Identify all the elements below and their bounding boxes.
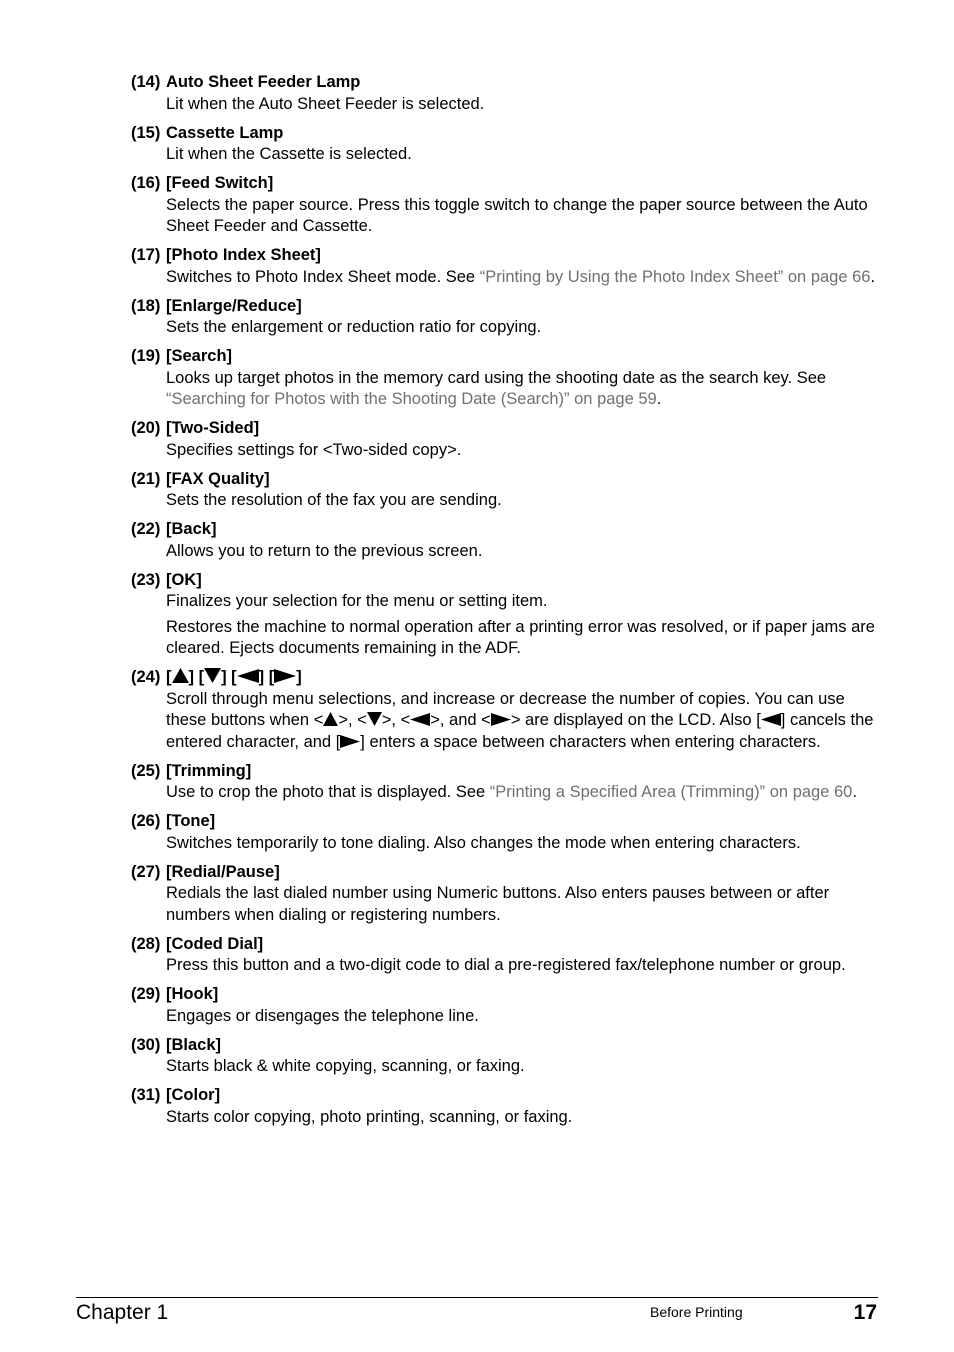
triangle-up-icon — [172, 668, 189, 683]
triangle-right-icon — [274, 669, 296, 683]
cross-reference-link[interactable]: “Printing a Specified Area (Trimming)” on page 60 — [489, 783, 853, 801]
triangle-down-icon — [204, 668, 221, 683]
description-text: Switches to Photo Index Sheet mode. See — [166, 267, 480, 286]
item-23 — [131, 570, 876, 660]
item-30 — [131, 1035, 876, 1078]
triangle-down-icon — [367, 712, 382, 726]
item-heading — [131, 173, 876, 195]
item-heading — [131, 934, 876, 956]
triangle-left-icon — [410, 713, 430, 726]
description-text: enters a space between characters when entering characters. — [364, 732, 821, 751]
item-number: (16) — [131, 174, 161, 192]
item-description: Redials the last dialed number using Numeric buttons. Also enters pauses between or after numbers when dialing or registering numbers. — [166, 884, 830, 924]
item-18 — [131, 296, 876, 339]
page-number: 17 — [853, 1301, 877, 1324]
item-title: [FAX Quality] — [166, 469, 270, 488]
item-15 — [131, 123, 876, 166]
item-description: Finalizes your selection for the menu or setting item. — [166, 592, 548, 610]
item-title: Auto Sheet Feeder Lamp — [166, 73, 361, 91]
item-description: Press this button and a two-digit code to dial a pre-registered fax/telephone number or group. — [166, 956, 846, 974]
item-number: (22) — [131, 520, 161, 538]
item-title: [OK] — [166, 570, 202, 589]
item-heading: (24) [ ] [ ] [ ] [ ] — [131, 667, 876, 689]
item-number: (26) — [131, 812, 161, 830]
item-description: Scroll through menu selections, and increase or decrease the number of copies. You can use these buttons when < >, < >, < >, and < > are displayed on the LCD. Also [ ] cancels the entered character, and [ ] enters a space between characters when entering characters. — [166, 689, 874, 751]
triangle-left-icon — [237, 669, 259, 683]
item-title: [Enlarge/Reduce] — [166, 296, 302, 315]
item-heading — [131, 245, 876, 267]
description-text: are displayed on the LCD. Also — [520, 711, 757, 729]
triangle-right-icon — [340, 735, 360, 748]
item-title: [Redial/Pause] — [166, 862, 280, 881]
item-number: (25) — [131, 761, 161, 780]
description-text: Use to crop the photo that is displayed. See — [166, 783, 490, 801]
item-heading — [131, 811, 876, 833]
description-text: . — [852, 783, 857, 801]
footer-divider — [76, 1297, 878, 1298]
item-31 — [131, 1085, 876, 1128]
item-heading — [131, 296, 876, 318]
item-25 — [131, 761, 876, 804]
item-heading — [131, 570, 876, 592]
item-description: Specifies settings for <Two-sided copy>. — [166, 440, 462, 459]
description-text: Looks up target photos in the memory card using the shooting date as the search key. See — [166, 368, 827, 387]
triangle-up-icon — [323, 712, 338, 726]
item-number: (17) — [131, 246, 161, 264]
item-title: [Photo Index Sheet] — [166, 246, 321, 264]
item-number: (23) — [131, 570, 161, 589]
footer-section-title: Before Printing — [650, 1304, 743, 1320]
item-description: Allows you to return to the previous screen. — [166, 541, 483, 560]
item-number: (19) — [131, 347, 161, 365]
item-title: [Search] — [166, 347, 233, 365]
item-heading — [131, 1085, 876, 1107]
description-text: , and — [439, 711, 482, 729]
item-description — [166, 267, 876, 289]
item-description: Switches temporarily to tone dialing. Also changes the mode when entering characters. — [166, 833, 801, 852]
item-22 — [131, 519, 876, 562]
description-text: Scroll through menu selections, and increase or decrease the number of copies. You can use these buttons when — [166, 689, 845, 729]
item-description: Sets the resolution of the fax you are sending. — [166, 491, 502, 509]
item-title: [Coded Dial] — [166, 934, 264, 953]
item-14 — [131, 72, 876, 115]
item-heading — [131, 346, 876, 368]
item-description: Lit when the Auto Sheet Feeder is selected. — [166, 94, 485, 113]
item-29 — [131, 984, 876, 1027]
item-heading — [131, 72, 876, 94]
item-title: [Two-Sided] — [166, 419, 260, 437]
item-title: [Back] — [166, 520, 217, 538]
cross-reference-link[interactable]: “Searching for Photos with the Shooting Date (Search)” on page 59 — [166, 390, 657, 408]
item-description: Selects the paper source. Press this toggle switch to change the paper source between the Auto Sheet Feeder and Cassette. — [166, 195, 868, 235]
item-17 — [131, 245, 876, 288]
item-number: (20) — [131, 419, 161, 437]
item-title: [Tone] — [166, 812, 216, 830]
item-title: [Color] — [166, 1086, 221, 1104]
description-text: , — [391, 711, 401, 729]
item-description: Engages or disengages the telephone line. — [166, 1006, 479, 1025]
footer-chapter: Chapter 1 — [76, 1301, 169, 1324]
item-number: (24) — [131, 668, 161, 686]
item-heading — [131, 761, 876, 783]
item-16 — [131, 173, 876, 238]
item-number: (28) — [131, 934, 161, 953]
item-28 — [131, 934, 876, 977]
document-body — [131, 72, 876, 1136]
item-24 — [131, 667, 876, 753]
item-20 — [131, 418, 876, 461]
item-number: (29) — [131, 985, 161, 1003]
item-description — [166, 368, 876, 411]
item-heading — [131, 1035, 876, 1057]
item-title: [Trimming] — [166, 761, 252, 780]
item-19 — [131, 346, 876, 411]
item-number: (18) — [131, 296, 161, 315]
item-number: (27) — [131, 862, 161, 881]
item-number: (14) — [131, 73, 161, 91]
description-text: , — [347, 711, 358, 729]
item-heading — [131, 519, 876, 541]
item-26 — [131, 811, 876, 854]
description-text: . — [870, 267, 876, 286]
description-text: cancels the entered character, and — [166, 711, 874, 751]
item-description: Lit when the Cassette is selected. — [166, 145, 412, 163]
item-heading — [131, 123, 876, 145]
item-title: [Feed Switch] — [166, 174, 274, 192]
cross-reference-link[interactable]: “Printing by Using the Photo Index Sheet” on page 66 — [479, 267, 871, 286]
item-heading — [131, 418, 876, 440]
item-number: (30) — [131, 1035, 161, 1054]
item-heading — [131, 862, 876, 884]
item-number: (15) — [131, 123, 161, 142]
item-title: Cassette Lamp — [166, 123, 284, 142]
description-text: . — [656, 390, 662, 408]
item-title: [Black] — [166, 1035, 222, 1054]
item-heading — [131, 469, 876, 491]
item-27 — [131, 862, 876, 927]
item-description: Starts color copying, photo printing, scanning, or faxing. — [166, 1107, 573, 1126]
item-number: (21) — [131, 469, 161, 488]
item-description: Starts black & white copying, scanning, or faxing. — [166, 1057, 525, 1075]
item-description: Sets the enlargement or reduction ratio for copying. — [166, 318, 542, 336]
item-21 — [131, 469, 876, 512]
item-title: [Hook] — [166, 985, 219, 1003]
triangle-left-icon — [761, 713, 781, 726]
item-heading — [131, 984, 876, 1006]
item-description: Restores the machine to normal operation after a printing error was resolved, or if paper jams are cleared. Ejects documents remaining in the ADF. — [166, 617, 875, 657]
item-number: (31) — [131, 1086, 161, 1104]
triangle-right-icon — [491, 713, 511, 726]
item-description — [166, 782, 876, 804]
